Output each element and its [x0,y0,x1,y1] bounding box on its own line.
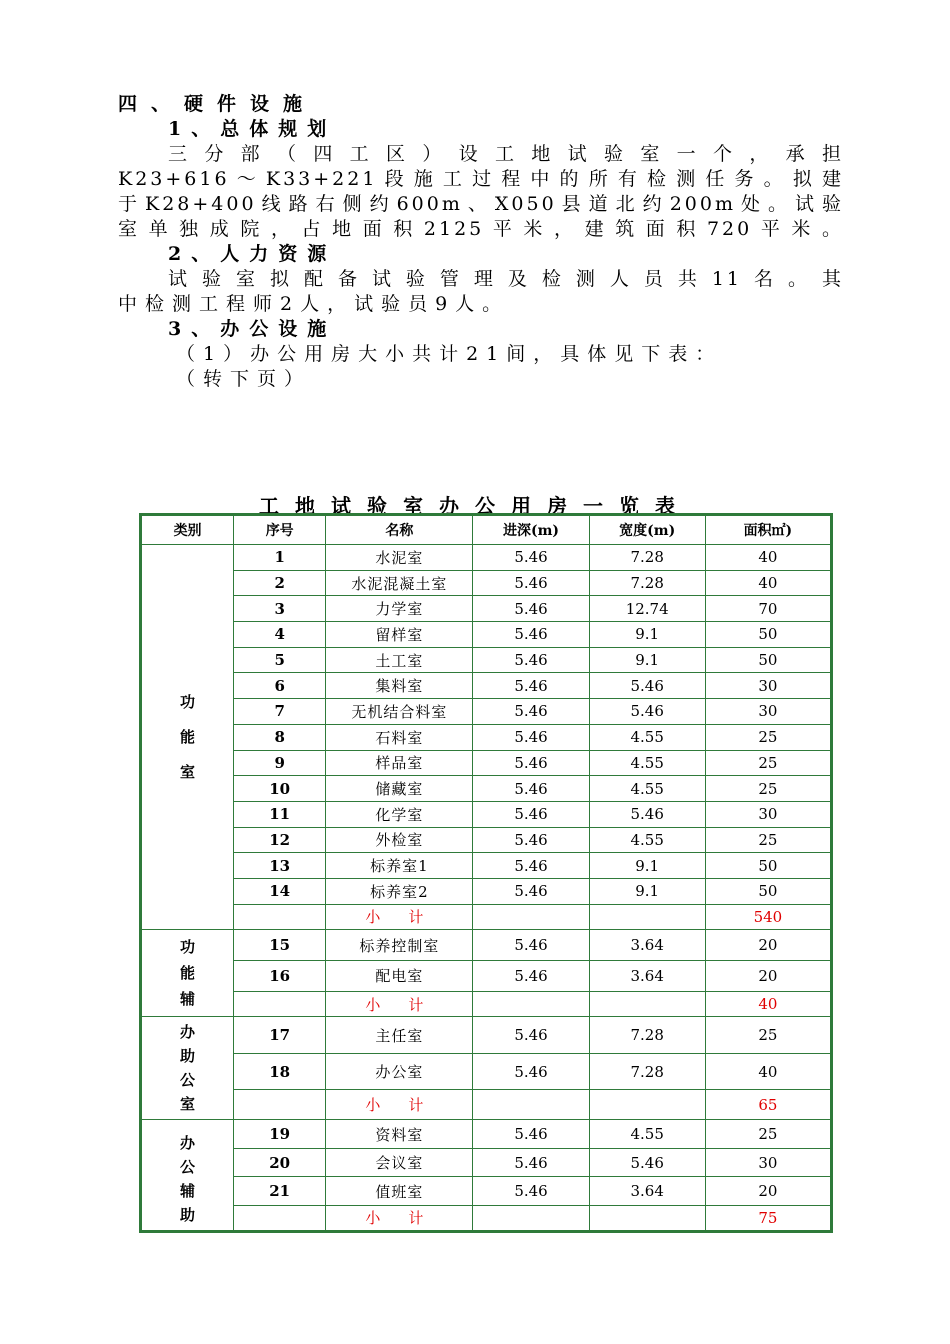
paragraph-line: 三分部（四工区）设工地试验室一个，承担 [168,143,844,165]
room-area: 20 [705,961,830,992]
room-depth: 5.46 [473,801,589,827]
table-row [142,1177,831,1206]
room-depth: 5.46 [473,647,589,673]
row-number: 16 [234,961,326,992]
header-depth: 进深(m) [473,516,589,545]
header-category: 类别 [142,516,234,545]
room-name: 储藏室 [326,776,473,802]
subsection-title-office: 3、办公设施 [168,318,337,340]
row-number: 11 [234,801,326,827]
empty-cell [589,904,705,930]
row-number: 2 [234,570,326,596]
room-area: 25 [705,1017,830,1053]
table-row [142,801,831,827]
row-number: 8 [234,724,326,750]
room-width: 5.46 [589,673,705,699]
room-area: 25 [705,827,830,853]
room-depth: 5.46 [473,596,589,622]
room-area: 20 [705,1177,830,1206]
empty-cell [234,904,326,930]
subsection-title-planning: 1、总体规划 [168,118,337,140]
room-depth: 5.46 [473,724,589,750]
table-row [142,724,831,750]
table-row [142,853,831,879]
table-row [142,878,831,904]
row-number: 12 [234,827,326,853]
table-row [142,545,831,571]
empty-cell [589,1205,705,1230]
category-char: 助 [180,1047,196,1066]
row-number: 10 [234,776,326,802]
table-row [142,699,831,725]
category-char: 室 [180,763,196,782]
table-body [142,545,831,1231]
room-depth: 5.46 [473,776,589,802]
header-number: 序号 [234,516,326,545]
category-char: 辅 [180,990,196,1009]
empty-cell [234,991,326,1016]
empty-cell [589,1090,705,1120]
room-depth: 5.46 [473,545,589,571]
table-title: 工地试验室办公用房一览表 [259,494,691,518]
continued-note: （转下页） [176,368,312,390]
office-rooms-table [141,515,831,1231]
category-char: 办 [180,1023,196,1042]
empty-cell [234,1205,326,1230]
room-depth: 5.46 [473,827,589,853]
room-name: 会议室 [326,1148,473,1177]
header-area: 面积㎡) [705,516,830,545]
room-depth: 5.46 [473,699,589,725]
room-depth: 5.46 [473,750,589,776]
room-area: 25 [705,776,830,802]
room-depth: 5.46 [473,878,589,904]
room-area: 40 [705,570,830,596]
room-width: 3.64 [589,930,705,961]
empty-cell [473,991,589,1016]
room-depth: 5.46 [473,1177,589,1206]
room-name: 水泥室 [326,545,473,571]
room-area: 30 [705,801,830,827]
table-row [142,1148,831,1177]
paragraph-line: 中检测工程师2人，试验员9人。 [118,293,510,315]
room-area: 70 [705,596,830,622]
row-number: 19 [234,1120,326,1149]
room-depth: 5.46 [473,1148,589,1177]
table-row [142,776,831,802]
row-number: 15 [234,930,326,961]
room-name: 办公室 [326,1053,473,1089]
room-width: 9.1 [589,647,705,673]
room-area: 50 [705,622,830,648]
room-width: 9.1 [589,853,705,879]
room-depth: 5.46 [473,961,589,992]
table-row [142,673,831,699]
room-name: 石料室 [326,724,473,750]
row-number: 21 [234,1177,326,1206]
empty-cell [473,904,589,930]
row-number: 6 [234,673,326,699]
empty-cell [234,1090,326,1120]
section-title: 四、硬件设施 [118,93,317,115]
room-depth: 5.46 [473,622,589,648]
table-row [142,622,831,648]
room-depth: 5.46 [473,1120,589,1149]
room-name: 样品室 [326,750,473,776]
row-number: 13 [234,853,326,879]
room-area: 30 [705,1148,830,1177]
category-char: 能 [180,728,196,747]
room-width: 3.64 [589,1177,705,1206]
empty-cell [473,1205,589,1230]
row-number: 20 [234,1148,326,1177]
category-char: 室 [180,1095,196,1114]
subsection-title-staff: 2、人力资源 [168,243,337,265]
subtotal-label: 小计 [326,991,473,1016]
subtotal-value: 540 [705,904,830,930]
room-depth: 5.46 [473,1017,589,1053]
row-number: 1 [234,545,326,571]
category-cell [142,545,234,930]
room-width: 5.46 [589,1148,705,1177]
room-depth: 5.46 [473,853,589,879]
subtotal-value: 65 [705,1090,830,1120]
table-row [142,1053,831,1089]
header-width: 宽度(m) [589,516,705,545]
room-depth: 5.46 [473,673,589,699]
room-width: 5.46 [589,699,705,725]
room-area: 50 [705,878,830,904]
row-number: 17 [234,1017,326,1053]
room-width: 4.55 [589,750,705,776]
subtotal-label: 小计 [326,1205,473,1230]
paragraph-line: 室单独成院，占地面积2125平米，建筑面积720平米。 [118,218,844,240]
category-cell [142,930,234,1017]
room-name: 水泥混凝土室 [326,570,473,596]
subtotal-row [142,904,831,930]
room-name: 留样室 [326,622,473,648]
category-char: 功 [180,938,196,957]
room-name: 值班室 [326,1177,473,1206]
room-name: 标养控制室 [326,930,473,961]
room-area: 30 [705,699,830,725]
room-area: 20 [705,930,830,961]
category-char: 功 [180,693,196,712]
category-char: 公 [180,1158,196,1177]
row-number: 3 [234,596,326,622]
category-char: 公 [180,1071,196,1090]
header-name: 名称 [326,516,473,545]
room-width: 3.64 [589,961,705,992]
room-width: 9.1 [589,878,705,904]
room-width: 7.28 [589,545,705,571]
category-char: 办 [180,1134,196,1153]
row-number: 7 [234,699,326,725]
room-width: 4.55 [589,776,705,802]
room-area: 30 [705,673,830,699]
room-area: 25 [705,750,830,776]
table-row [142,1017,831,1053]
room-name: 标养室2 [326,878,473,904]
table-row [142,647,831,673]
room-name: 集料室 [326,673,473,699]
room-area: 25 [705,724,830,750]
table-row [142,827,831,853]
room-depth: 5.46 [473,570,589,596]
room-name: 外检室 [326,827,473,853]
room-name: 主任室 [326,1017,473,1053]
empty-cell [473,1090,589,1120]
text-section [118,92,844,392]
row-number: 4 [234,622,326,648]
subtotal-row [142,991,831,1016]
room-depth: 5.46 [473,930,589,961]
room-name: 配电室 [326,961,473,992]
row-number: 14 [234,878,326,904]
room-name: 无机结合料室 [326,699,473,725]
room-area: 40 [705,1053,830,1089]
table-row [142,930,831,961]
room-area: 25 [705,1120,830,1149]
paragraph-line: K23+616～K33+221段施工过程中的所有检测任务。拟建 [118,168,844,190]
table-row [142,750,831,776]
room-width: 4.55 [589,1120,705,1149]
room-name: 资料室 [326,1120,473,1149]
row-number: 9 [234,750,326,776]
paragraph-line: 于K28+400线路右侧约600m、X050县道北约200m处。试验 [118,193,844,215]
table-header-row [142,516,831,545]
category-cell [142,1017,234,1120]
subtotal-row [142,1090,831,1120]
room-depth: 5.46 [473,1053,589,1089]
room-name: 力学室 [326,596,473,622]
room-width: 12.74 [589,596,705,622]
category-cell [142,1120,234,1231]
room-area: 50 [705,853,830,879]
table-row [142,570,831,596]
room-name: 土工室 [326,647,473,673]
subtotal-label: 小计 [326,904,473,930]
room-width: 7.28 [589,570,705,596]
room-width: 7.28 [589,1053,705,1089]
room-area: 50 [705,647,830,673]
row-number: 5 [234,647,326,673]
empty-cell [589,991,705,1016]
row-number: 18 [234,1053,326,1089]
subtotal-row [142,1205,831,1230]
category-char: 能 [180,964,196,983]
table-row [142,1120,831,1149]
table-row [142,596,831,622]
room-width: 9.1 [589,622,705,648]
room-area: 40 [705,545,830,571]
room-name: 化学室 [326,801,473,827]
table-row [142,961,831,992]
room-width: 4.55 [589,827,705,853]
subtotal-value: 40 [705,991,830,1016]
room-name: 标养室1 [326,853,473,879]
room-width: 5.46 [589,801,705,827]
subtotal-value: 75 [705,1205,830,1230]
category-char: 助 [180,1206,196,1225]
paragraph-line: （1）办公用房大小共计21间，具体见下表： [176,343,723,365]
room-width: 4.55 [589,724,705,750]
paragraph-line: 试验室拟配备试验管理及检测人员共11名。其 [168,268,844,290]
category-char: 辅 [180,1182,196,1201]
subtotal-label: 小计 [326,1090,473,1120]
room-width: 7.28 [589,1017,705,1053]
